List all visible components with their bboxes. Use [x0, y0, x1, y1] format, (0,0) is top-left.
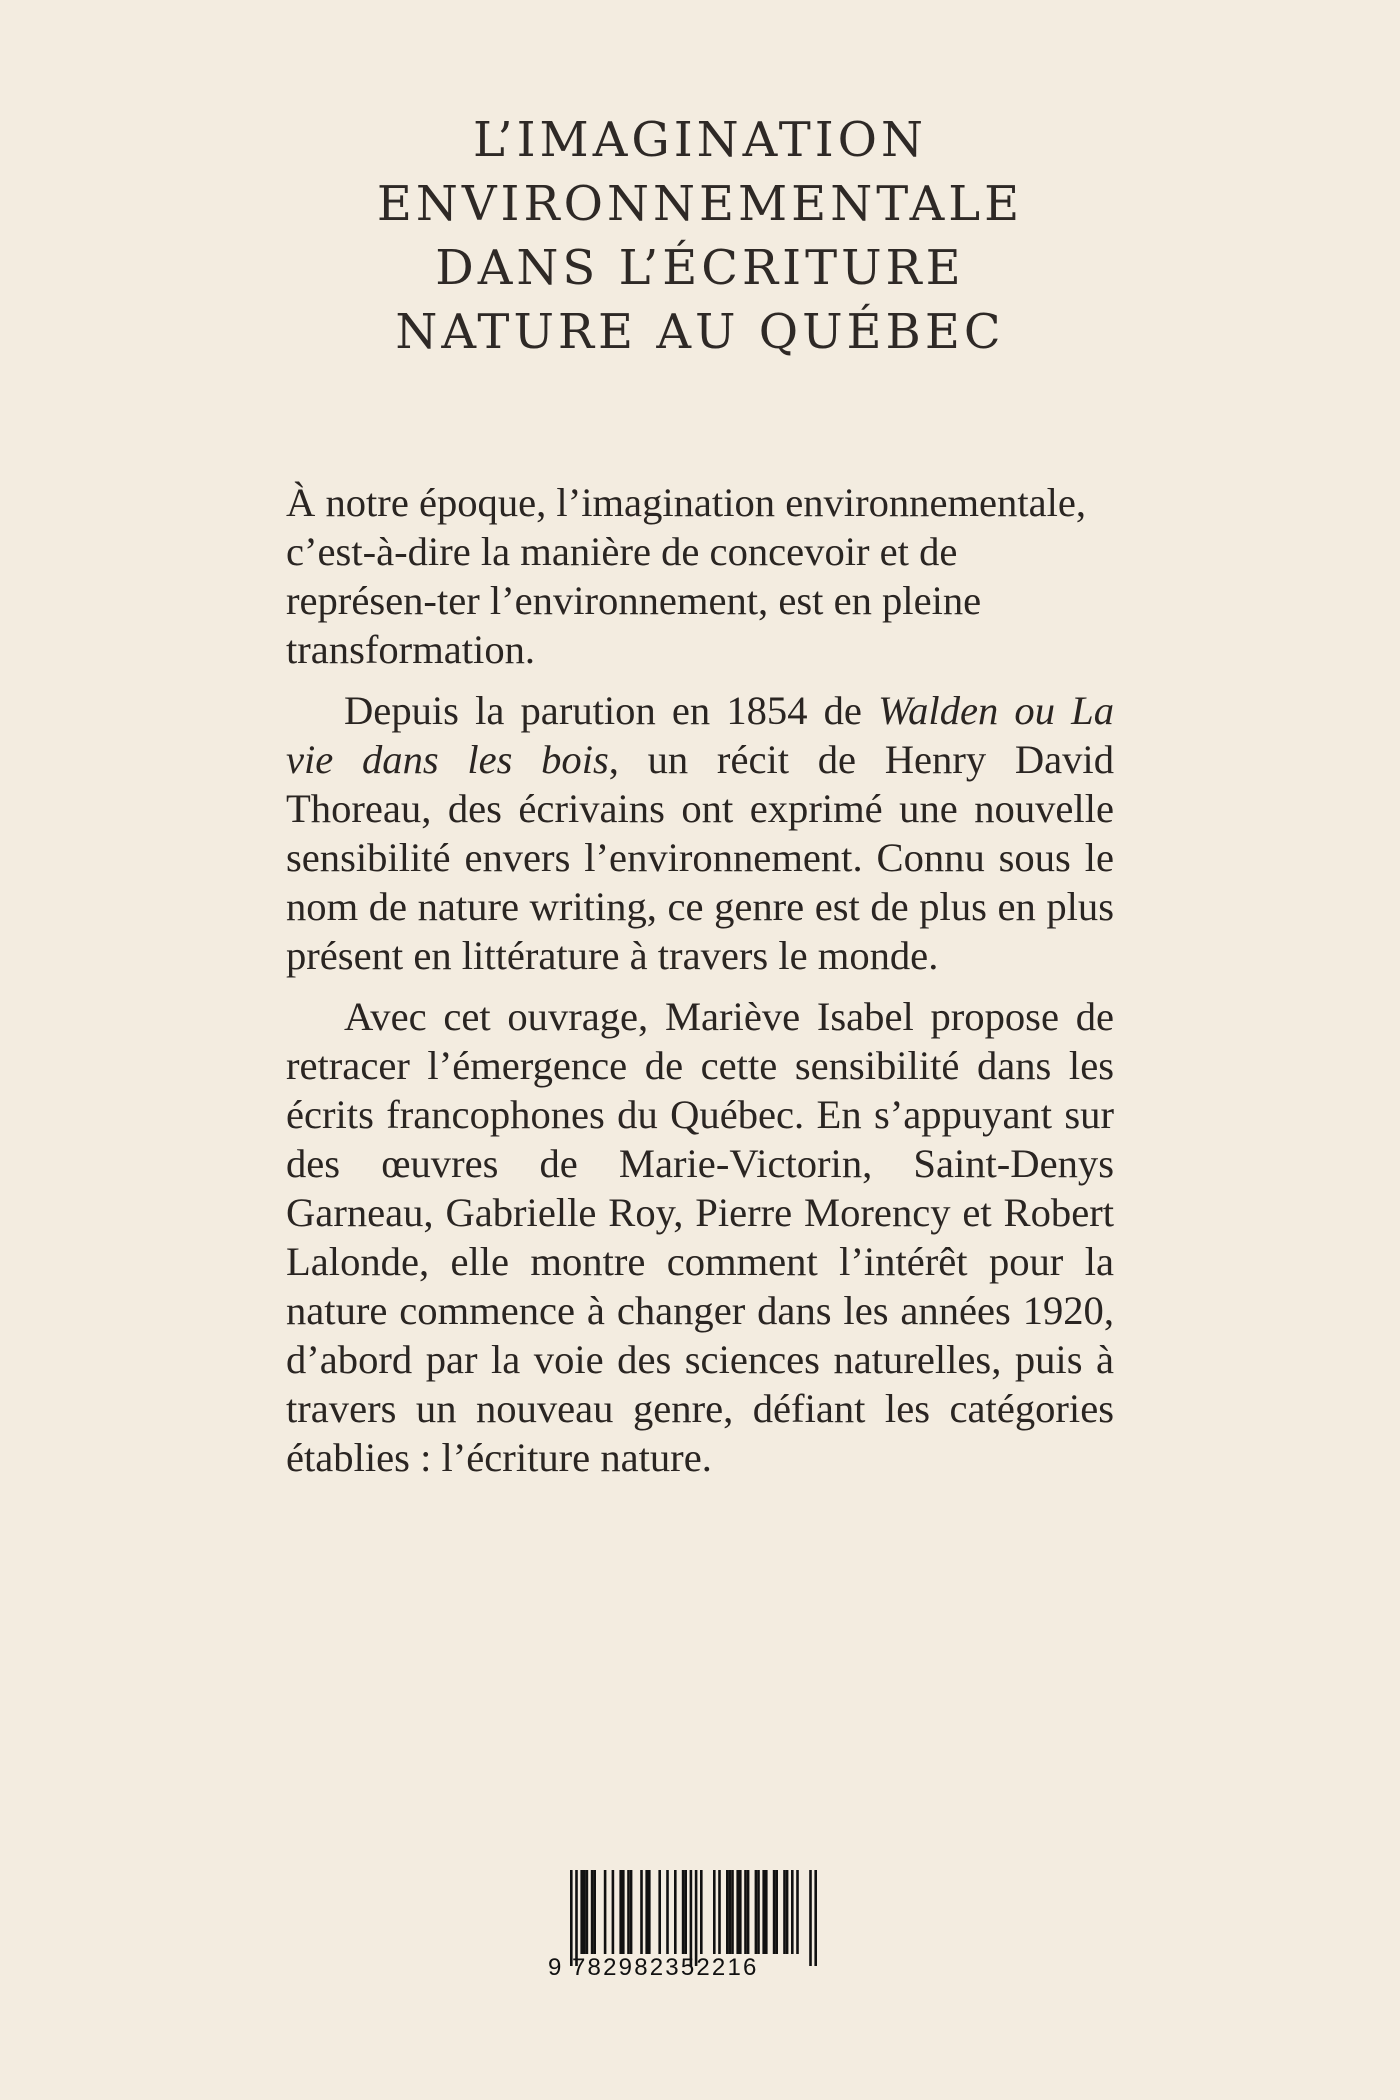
paragraph-2 [286, 686, 1114, 980]
barcode-bar [627, 1870, 630, 1954]
barcode-bar [690, 1870, 693, 1966]
back-cover-description [286, 478, 1114, 1494]
barcode-bar [809, 1870, 812, 1966]
title-line-4: NATURE AU QUÉBEC [395, 304, 1005, 360]
barcode-bar [695, 1870, 698, 1966]
barcode-bar [630, 1870, 633, 1954]
barcode-bar [765, 1870, 768, 1954]
barcode-bar [580, 1870, 583, 1954]
barcode-bar [570, 1870, 573, 1966]
barcode-bar [718, 1870, 721, 1954]
barcode-bar [684, 1870, 687, 1954]
barcode-bar [583, 1870, 586, 1954]
barcode-bar [666, 1870, 669, 1954]
barcode-bar [591, 1870, 594, 1954]
barcode-bar [604, 1870, 607, 1954]
barcode-bar [575, 1870, 578, 1966]
barcode-bar [744, 1870, 747, 1954]
isbn-barcode [548, 1870, 850, 1990]
barcode-bars [548, 1870, 850, 1966]
barcode-bar [755, 1870, 758, 1954]
barcode-bar [658, 1870, 661, 1954]
barcode-bar [622, 1870, 625, 1954]
barcode-bar [612, 1870, 615, 1954]
barcode-bar [645, 1870, 648, 1954]
isbn-number: 782982352216 [572, 1954, 759, 1981]
barcode-bar [619, 1870, 622, 1954]
barcode-bar [757, 1870, 760, 1954]
barcode-bar [729, 1870, 732, 1954]
barcode-bar [682, 1870, 685, 1954]
paragraph-2-start: Depuis la parution en 1854 de [344, 688, 879, 733]
paragraph-1: À notre époque, l’imagination environnementale, c’est-à-dire la manière de concevoir et de représen-ter l’environnement, est en pleine transformation. [286, 480, 1087, 672]
barcode-bar [786, 1870, 789, 1954]
barcode-bar [814, 1870, 817, 1966]
barcode-bar [747, 1870, 750, 1954]
barcode-bar [648, 1870, 651, 1954]
barcode-bar [713, 1870, 716, 1954]
barcode-bar [783, 1870, 786, 1954]
barcode-bar [586, 1870, 589, 1954]
barcode-bar [736, 1870, 739, 1954]
book-reference-walden: Walden ou La vie dans les bois [286, 688, 1115, 782]
barcode-bar [773, 1870, 776, 1954]
barcode-bar [593, 1870, 596, 1954]
title-line-3: DANS L’ÉCRITURE [435, 240, 965, 296]
book-title [0, 108, 1400, 364]
barcode-bar [796, 1870, 799, 1954]
barcode-bar [700, 1870, 703, 1954]
barcode-bar [674, 1870, 677, 1954]
barcode-bar [791, 1870, 794, 1954]
barcode-bar [762, 1870, 765, 1954]
barcode-bar [731, 1870, 734, 1954]
paragraph-3: Avec cet ouvrage, Mariève Isabel propose de retracer l’émergence de cette sensibilité dans les écrits francophones du Québec. En s’appuyant sur des œuvres de Marie-Victorin, Saint-Denys Garneau, Gabrielle Roy, Pierre Morency et Robert Lalonde, elle montre comment l’intérêt pour la nature commence à changer dans les années 1920, d’abord par la voie des sciences naturelles, puis à travers un nouveau genre, défiant les catégories établies : l’écriture nature. [286, 994, 1114, 1480]
barcode-bar [739, 1870, 742, 1954]
title-line-1: L’IMAGINATION [472, 112, 928, 168]
paragraph-2-end: , un récit de Henry David Thoreau, des écrivains ont exprimé une nouvelle sensibilité envers l’environnement. Connu sous le nom de nature writing, ce genre est de plus en plus présent en littérature à travers le monde. [286, 737, 1114, 978]
barcode-bar [775, 1870, 778, 1954]
barcode-bar [640, 1870, 643, 1954]
barcode-bar [726, 1870, 729, 1954]
title-line-2: ENVIRONNEMENTALE [376, 176, 1024, 232]
isbn-lead-digit: 9 [548, 1954, 563, 1981]
